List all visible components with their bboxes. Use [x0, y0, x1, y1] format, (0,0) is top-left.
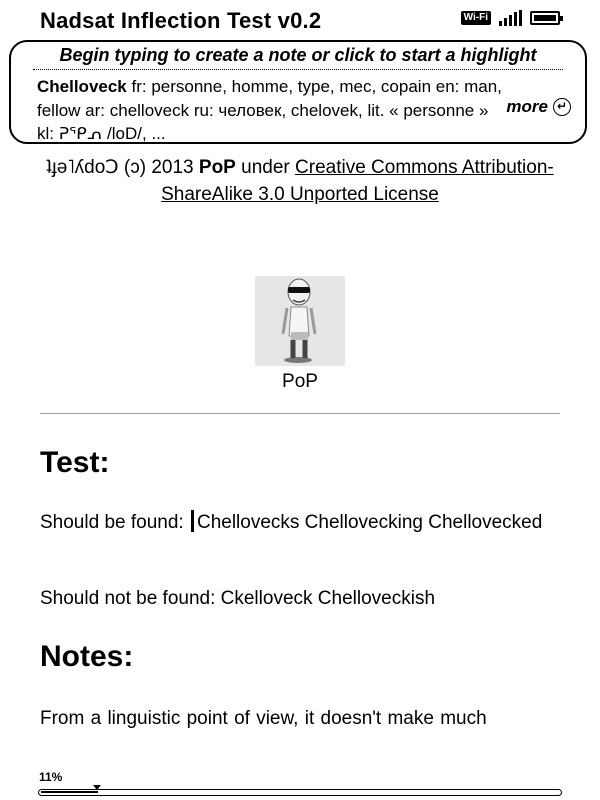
- app-title: Nadsat Inflection Test v0.2: [40, 8, 322, 33]
- progress-fill: [41, 791, 98, 793]
- status-bar: [0, 0, 600, 38]
- notes-heading: Notes:: [40, 640, 134, 673]
- wifi-icon: Wi-Fi: [461, 11, 491, 25]
- battery-icon: [530, 11, 560, 25]
- return-arrow-icon: ↵: [553, 98, 571, 116]
- definition-text: fr: personne, homme, type, mec, copain en: man, fellow ar: chelloveck ru: человек, chelovek, lit. « personne » kl: ᕈᕿᕄ /loD/, ...: [37, 77, 502, 143]
- license-author: PoP: [198, 157, 236, 178]
- popup-divider: [33, 69, 563, 70]
- text-cursor: [191, 510, 194, 532]
- progress-percent: 11%: [39, 770, 63, 784]
- should-be-found-paragraph: [40, 509, 560, 536]
- popup-hint: Begin typing to create a note or click to start a highlight: [59, 45, 537, 65]
- dictionary-definition: [37, 75, 507, 146]
- more-button[interactable]: [506, 97, 571, 117]
- notes-paragraph[interactable]: From a linguistic point of view, it doesn't make much: [40, 708, 487, 729]
- should-be-found-words[interactable]: Chellovecks Chellovecking Chellovecked: [196, 512, 543, 533]
- test-heading: Test:: [40, 446, 110, 479]
- license-under: under: [235, 157, 296, 178]
- headword: Chelloveck: [37, 77, 127, 96]
- divider: [40, 413, 560, 414]
- should-be-found-label: Should be found:: [40, 512, 189, 533]
- author-name: PoP: [282, 371, 318, 392]
- license-link[interactable]: Creative Commons Attribution-ShareAlike 3.0 Unported License: [161, 157, 554, 205]
- dictionary-popup[interactable]: [9, 40, 587, 144]
- reading-progress-bar[interactable]: [38, 789, 562, 796]
- should-not-be-found-paragraph[interactable]: Should not be found: Ckelloveck Chelloveckish: [40, 588, 436, 609]
- author-photo: [255, 276, 345, 366]
- status-icons: [461, 10, 560, 26]
- more-label: more: [506, 97, 548, 116]
- signal-strength-icon: [499, 10, 522, 26]
- license-notice: [40, 154, 560, 208]
- copyleft-text: ʇɟǝ˥ʎdoↃ (ɔ) 2013: [46, 157, 199, 178]
